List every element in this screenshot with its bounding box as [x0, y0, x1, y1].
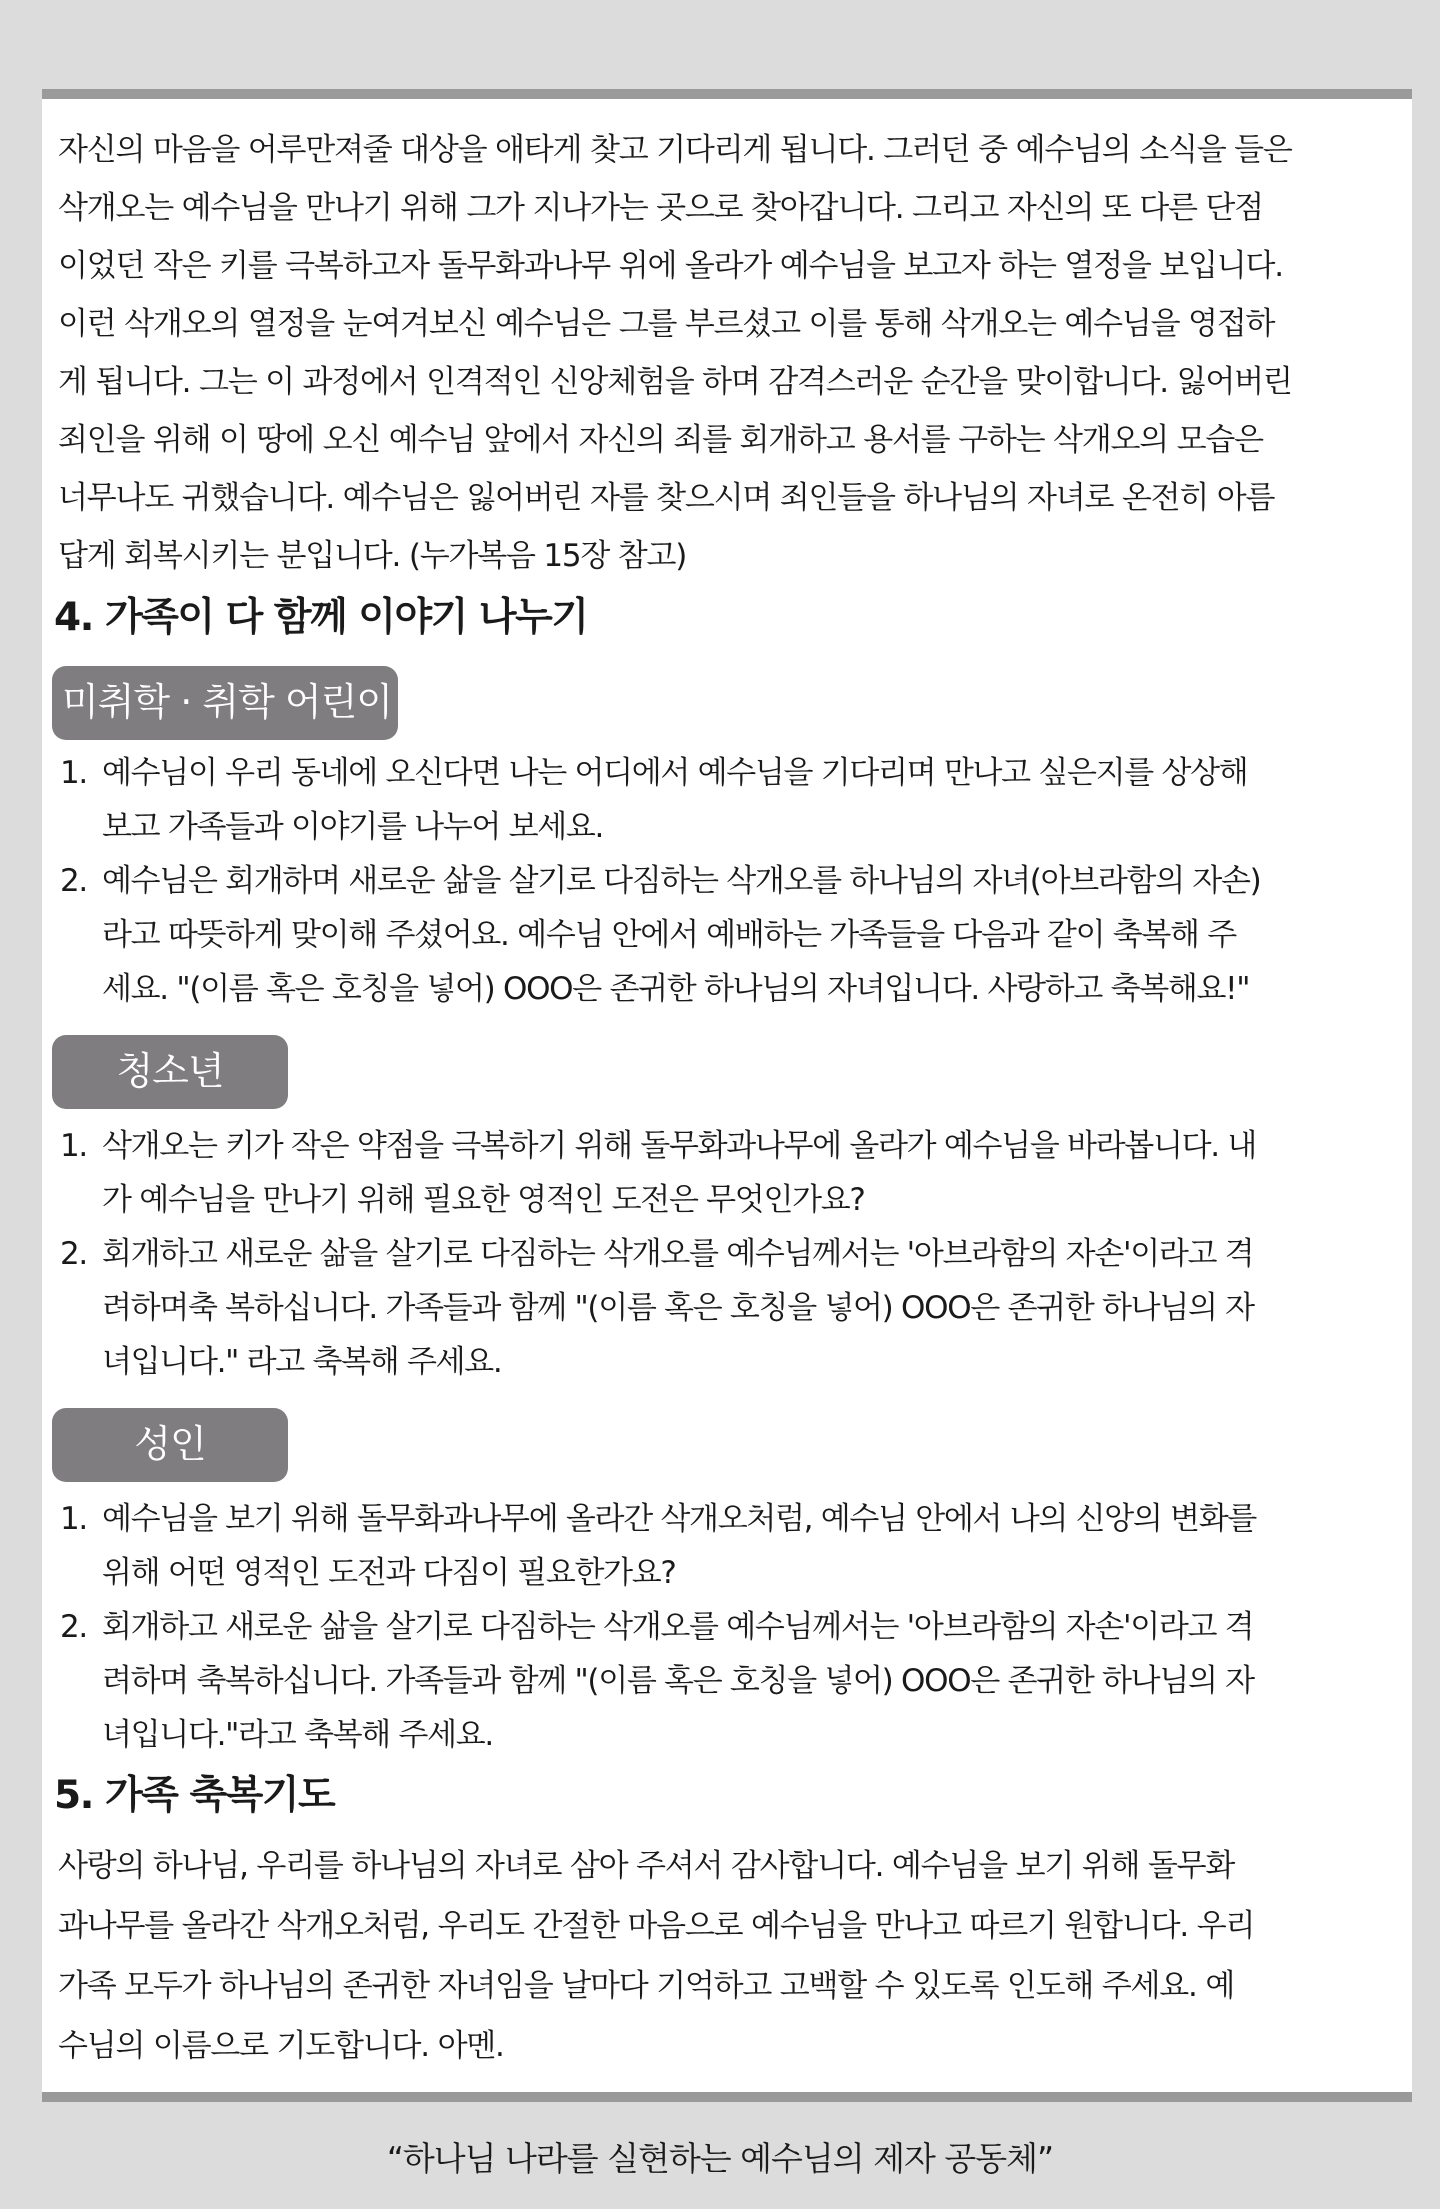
group-label-text: 미취학 · 취학 어린이	[62, 680, 392, 724]
blessing-prayer	[58, 1836, 1398, 2076]
item-line: 세요. "(이름 혹은 호칭을 넣어) OOO은 존귀한 하나님의 자녀입니다. 사랑하고 축복해요!"	[102, 971, 1250, 1007]
list-item	[60, 854, 1400, 1016]
intro-line: 이었던 작은 키를 극복하고자 돌무화과나무 위에 올라가 예수님을 보고자 하는 열정을 보입니다.	[58, 248, 1283, 284]
list-item	[60, 1227, 1400, 1389]
item-line: 위해 어떤 영적인 도전과 다짐이 필요한가요?	[102, 1555, 676, 1591]
prayer-line: 수님의 이름으로 기도합니다. 아멘.	[58, 2028, 504, 2064]
item-line: 라고 따뜻하게 맞이해 주셨어요. 예수님 안에서 예배하는 가족들을 다음과 같이 축복해 주	[102, 917, 1236, 953]
intro-line: 너무나도 귀했습니다. 예수님은 잃어버린 자를 찾으시며 죄인들을 하나님의 자녀로 온전히 아름	[58, 480, 1275, 516]
intro-line: 삭개오는 예수님을 만나기 위해 그가 지나가는 곳으로 찾아갑니다. 그리고 자신의 또 다른 단점	[58, 190, 1263, 226]
item-line: 가 예수님을 만나기 위해 필요한 영적인 도전은 무엇인가요?	[102, 1182, 865, 1218]
item-line: 려하며축 복하십니다. 가족들과 함께 "(이름 혹은 호칭을 넣어) OOO은 존귀한 하나님의 자	[102, 1290, 1254, 1326]
prayer-line: 과나무를 올라간 삭개오처럼, 우리도 간절한 마음으로 예수님을 만나고 따르기 원합니다. 우리	[58, 1908, 1255, 1944]
intro-paragraph	[58, 121, 1398, 585]
group-label-adults	[52, 1408, 288, 1482]
item-number: 2.	[60, 1236, 87, 1272]
item-number: 1.	[60, 1128, 87, 1164]
item-line: 예수님은 회개하며 새로운 삶을 살기로 다짐하는 삭개오를 하나님의 자녀(아브라함의 자손)	[102, 863, 1261, 899]
footer-motto: “하나님 나라를 실현하는 예수님의 제자 공동체”	[386, 2139, 1054, 2178]
section4-heading: 4. 가족이 다 함께 이야기 나누기	[54, 595, 588, 640]
item-line: 삭개오는 키가 작은 약점을 극복하기 위해 돌무화과나무에 올라가 예수님을 바라봅니다. 내	[102, 1128, 1256, 1164]
adult-question-list	[60, 1492, 1400, 1762]
list-item	[60, 1600, 1400, 1762]
group-label-text: 청소년	[116, 1049, 224, 1093]
children-question-list	[60, 746, 1400, 1016]
item-line: 려하며 축복하십니다. 가족들과 함께 "(이름 혹은 호칭을 넣어) OOO은 존귀한 하나님의 자	[102, 1663, 1254, 1699]
content-panel	[42, 89, 1412, 2102]
youth-question-list	[60, 1119, 1400, 1389]
item-number: 1.	[60, 755, 87, 791]
prayer-line: 사랑의 하나님, 우리를 하나님의 자녀로 삼아 주셔서 감사합니다. 예수님을 보기 위해 돌무화	[58, 1848, 1235, 1884]
item-number: 1.	[60, 1501, 87, 1537]
prayer-line: 가족 모두가 하나님의 존귀한 자녀임을 날마다 기억하고 고백할 수 있도록 인도해 주세요. 예	[58, 1968, 1235, 2004]
section5-heading: 5. 가족 축복기도	[54, 1773, 335, 1818]
item-number: 2.	[60, 863, 87, 899]
intro-line: 자신의 마음을 어루만져줄 대상을 애타게 찾고 기다리게 됩니다. 그러던 중 예수님의 소식을 들은	[58, 132, 1292, 168]
item-line: 예수님을 보기 위해 돌무화과나무에 올라간 삭개오처럼, 예수님 안에서 나의 신앙의 변화를	[102, 1501, 1256, 1537]
group-label-text: 성인	[134, 1422, 206, 1466]
list-item	[60, 1492, 1400, 1600]
list-item	[60, 1119, 1400, 1227]
list-item	[60, 746, 1400, 854]
item-line: 회개하고 새로운 삶을 살기로 다짐하는 삭개오를 예수님께서는 '아브라함의 자손'이라고 격	[102, 1609, 1254, 1645]
intro-line: 이런 삭개오의 열정을 눈여겨보신 예수님은 그를 부르셨고 이를 통해 삭개오는 예수님을 영접하	[58, 306, 1275, 342]
intro-line: 죄인을 위해 이 땅에 오신 예수님 앞에서 자신의 죄를 회개하고 용서를 구하는 삭개오의 모습은	[58, 422, 1263, 458]
intro-line: 게 됩니다. 그는 이 과정에서 인격적인 신앙체험을 하며 감격스러운 순간을 맞이합니다. 잃어버린	[58, 364, 1292, 400]
item-line: 회개하고 새로운 삶을 살기로 다짐하는 삭개오를 예수님께서는 '아브라함의 자손'이라고 격	[102, 1236, 1254, 1272]
group-label-youth	[52, 1035, 288, 1109]
group-label-children	[52, 666, 398, 740]
item-line: 보고 가족들과 이야기를 나누어 보세요.	[102, 809, 604, 845]
item-number: 2.	[60, 1609, 87, 1645]
item-line: 녀입니다."라고 축복해 주세요.	[102, 1717, 493, 1753]
item-line: 예수님이 우리 동네에 오신다면 나는 어디에서 예수님을 기다리며 만나고 싶은지를 상상해	[102, 755, 1248, 791]
intro-line: 답게 회복시키는 분입니다. (누가복음 15장 참고)	[58, 538, 687, 574]
item-line: 녀입니다." 라고 축복해 주세요.	[102, 1344, 502, 1380]
